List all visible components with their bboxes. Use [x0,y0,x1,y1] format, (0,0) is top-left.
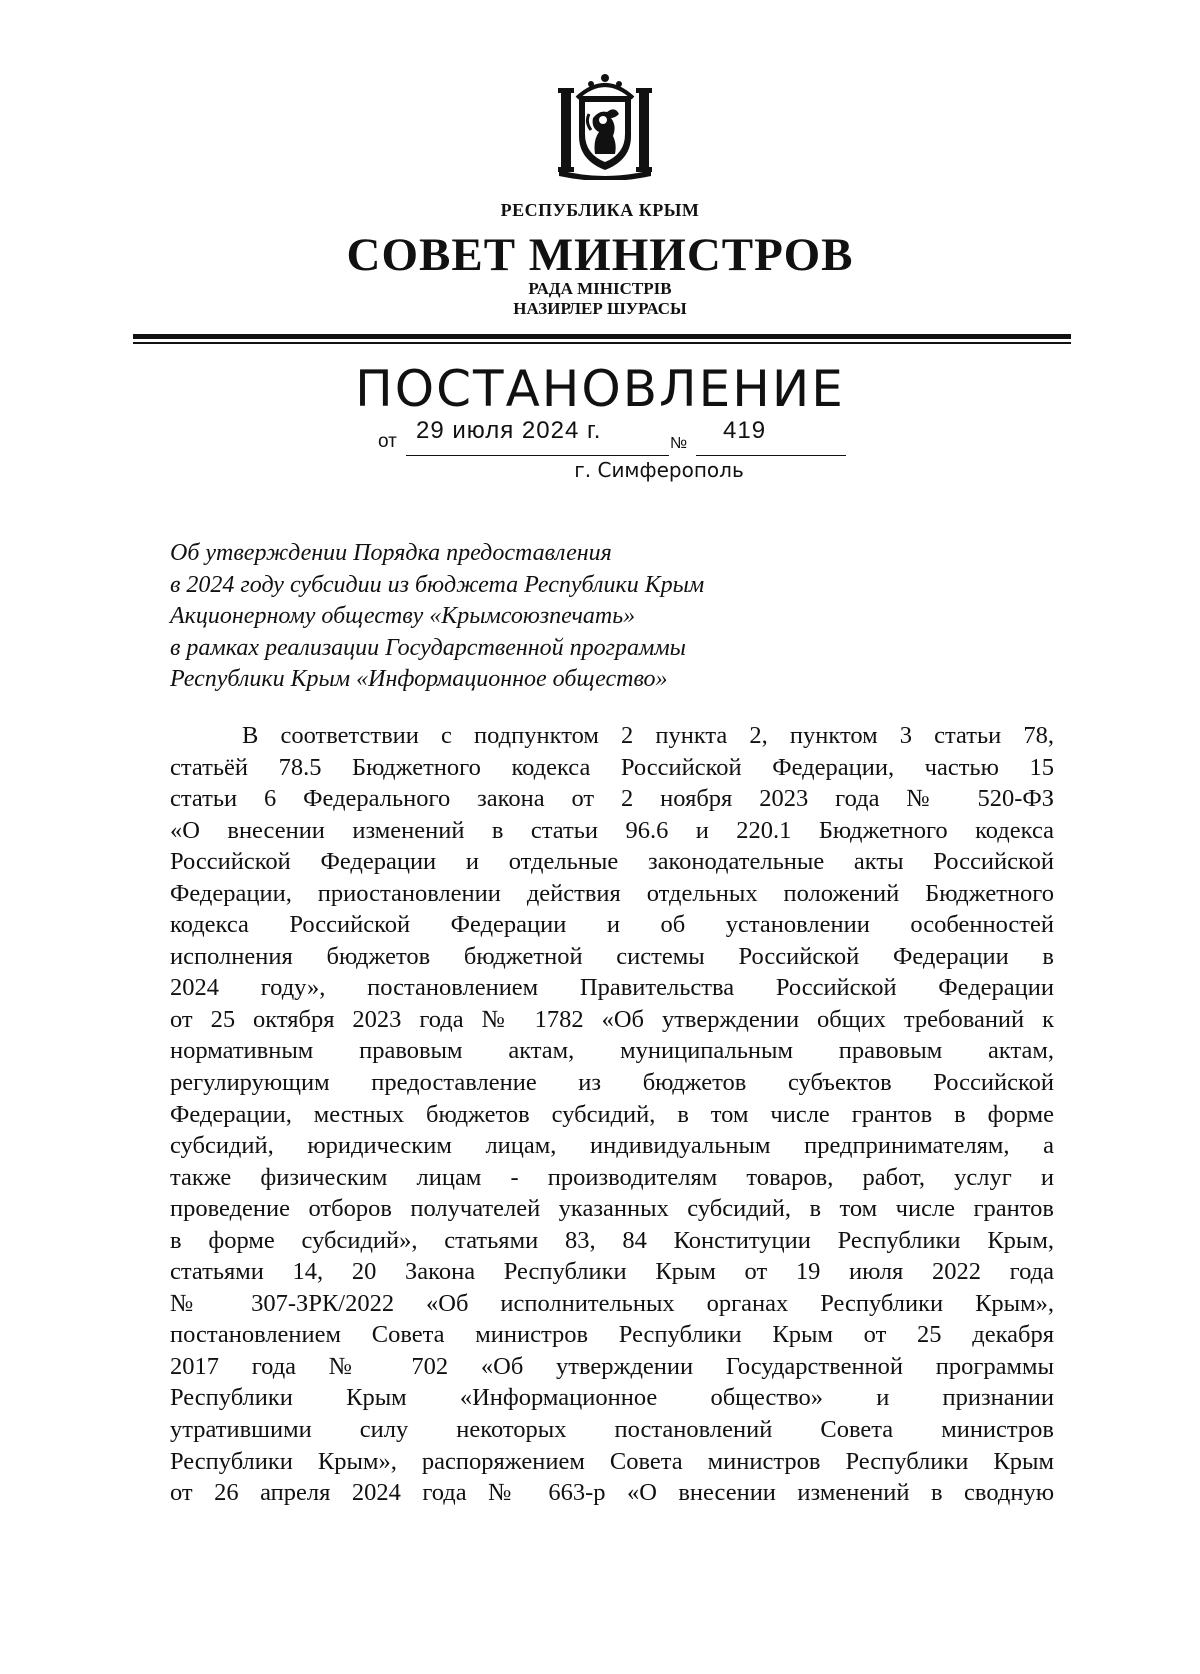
council-name-ukrainian: РАДА МІНІСТРІВ [528,279,672,298]
body-line: также физическим лицам - производителям товаров, работ, услуг и [170,1163,1054,1191]
body-line: проведение отборов получателей указанных субсидий, в том числе грантов [170,1195,1054,1223]
body-line: 2017 года № 702 «Об утверждении Государственной программы [170,1352,1054,1380]
body-line: кодекса Российской Федерации и об установлении особенностей [170,911,1054,939]
body-line: Российской Федерации и отдельные законодательные акты Российской [170,848,1054,876]
number-sign: № [670,435,688,452]
body-line: № 307-ЗРК/2022 «Об исполнительных органах Республики Крым», [170,1289,1054,1317]
body-line: постановлением Совета министров Республики Крым от 25 декабря [170,1321,1054,1349]
header-rule-thick [133,334,1071,339]
body-line: статьёй 78.5 Бюджетного кодекса Российской Федерации, частью 15 [170,753,1054,781]
body-line: Федерации, приостановлении действия отдельных положений Бюджетного [170,879,1054,907]
body-line: от 26 апреля 2024 года № 663-р «О внесении изменений в сводную [170,1479,1054,1507]
subject-line: в 2024 году субсидии из бюджета Республики Крым [170,571,705,598]
decree-number: 419 [723,417,767,444]
date-underline [406,455,669,456]
body-line: статьями 14, 20 Закона Республики Крым от 19 июля 2022 года [170,1258,1054,1286]
body-line: в форме субсидий», статьями 83, 84 Конституции Республики Крым, [170,1226,1054,1254]
body-line: нормативным правовым актам, муниципальным правовым актам, [170,1037,1054,1065]
decree-date: 29 июля 2024 г. [416,417,602,444]
header-rule-thin [133,342,1071,344]
number-underline [696,455,846,456]
republic-name: РЕСПУБЛИКА КРЫМ [500,200,700,220]
body-line: статьи 6 Федерального закона от 2 ноября 2023 года № 520-ФЗ [170,785,1054,813]
body-line: Республики Крым», распоряжением Совета министров Республики Крым [170,1447,1054,1475]
decree-date-number-line [378,417,798,457]
body-line: 2024 году», постановлением Правительства Российской Федерации [170,974,1054,1002]
decree-title: ПОСТАНОВЛЕНИЕ [355,360,845,418]
subject-line: Об утверждении Порядка предоставления [170,540,612,566]
body-line: В соответствии с подпунктом 2 пункта 2, пунктом 3 статьи 78, [242,722,1054,749]
body-line: субсидий, юридическим лицам, индивидуальным предпринимателям, а [170,1132,1054,1160]
body-line: «О внесении изменений в статьи 96.6 и 220.1 Бюджетного кодекса [170,816,1054,844]
body-line: от 25 октября 2023 года № 1782 «Об утверждении общих требований к [170,1005,1054,1033]
subject-line: Акционерному обществу «Крымсоюзпечать» [170,603,636,630]
body-line: утратившими силу некоторых постановлений Совета министров [170,1416,1054,1444]
subject-line: Республики Крым «Информационное общество» [170,666,668,693]
from-label: от [378,431,397,452]
decree-body [170,720,1054,1509]
subject-line: в рамках реализации Государственной программы [170,634,686,661]
body-line: регулирующим предоставление из бюджетов субъектов Российской [170,1069,1054,1097]
body-line: Федерации, местных бюджетов субсидий, в том числе грантов в форме [170,1100,1054,1128]
body-line: исполнения бюджетов бюджетной системы Российской Федерации в [170,942,1054,970]
council-name-crimean-tatar: НАЗИРЛЕР ШУРАСЫ [513,299,687,318]
body-line: Республики Крым «Информационное общество» и признании [170,1384,1054,1412]
decree-subject [170,538,930,696]
council-name: СОВЕТ МИНИСТРОВ [346,229,854,281]
decree-city: г. Симферополь [574,458,744,482]
crimea-coat-of-arms-icon [555,70,655,180]
